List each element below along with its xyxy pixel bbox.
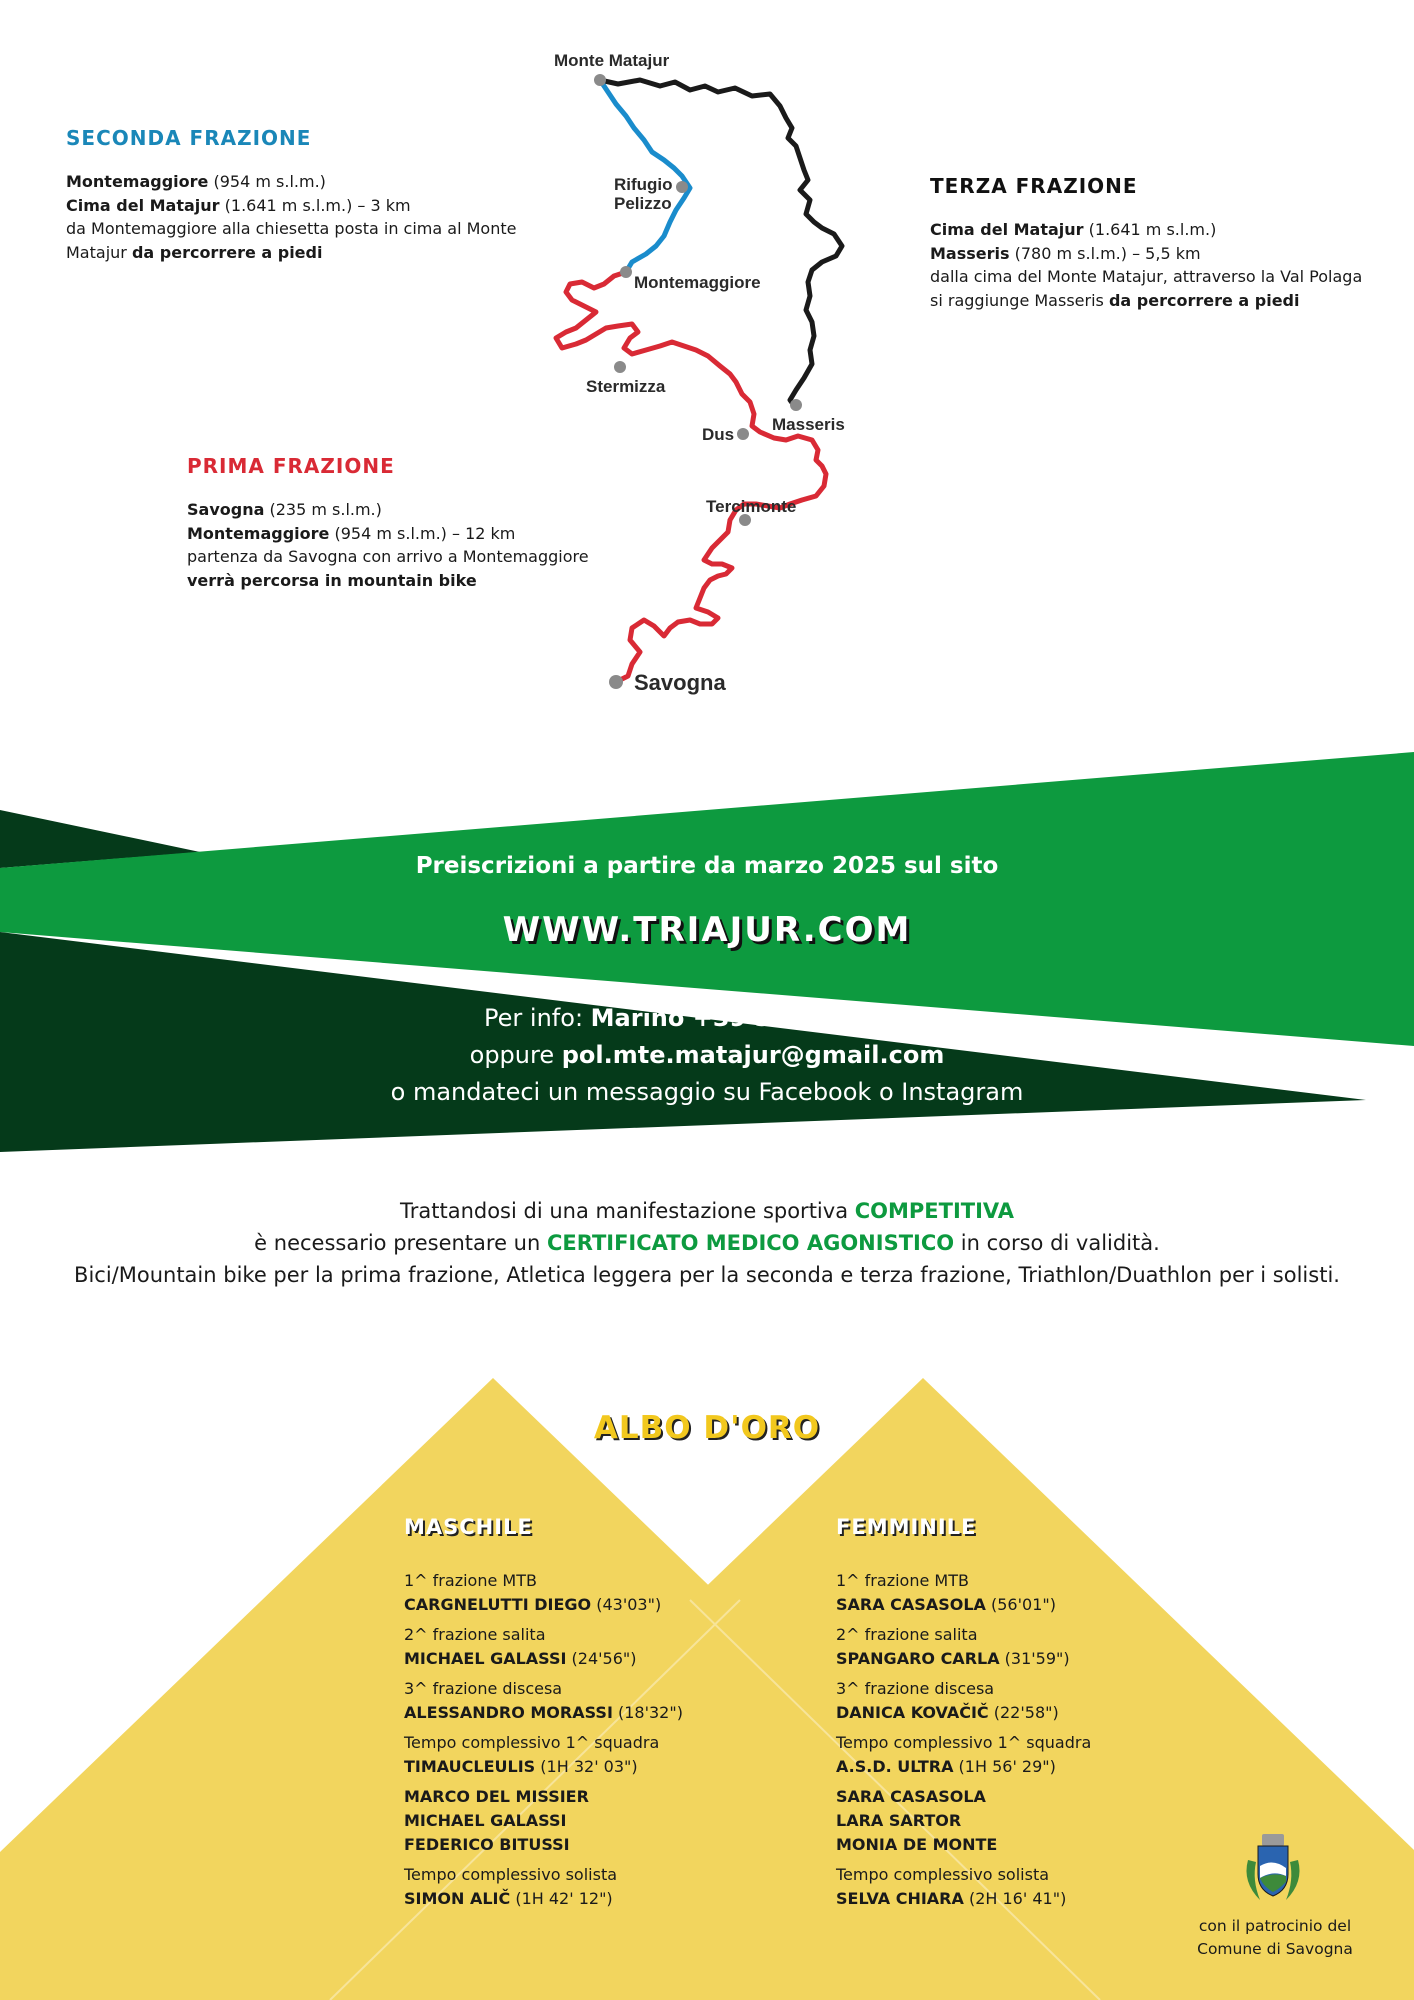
winner-name: ALESSANDRO MORASSI [404, 1703, 613, 1722]
preiscrizioni-text: Preiscrizioni a partire da marzo 2025 sul sito [415, 853, 999, 879]
team-members [836, 1785, 1156, 1857]
stage-seconda-title: SECONDA FRAZIONE [66, 126, 312, 150]
winner-name: SIMON ALIČ [404, 1889, 511, 1908]
start-point: Montemaggiore [66, 172, 209, 191]
team-member: MICHAEL GALASSI [404, 1811, 567, 1830]
result-label: 3^ frazione discesa [836, 1679, 995, 1698]
label-stermizza: Stermizza [586, 377, 666, 396]
albo-femminile [836, 1515, 1156, 1917]
coat-of-arms-icon [1238, 1830, 1308, 1910]
team-name: A.S.D. ULTRA [836, 1757, 954, 1776]
label-rifugio-line2: Pelizzo [614, 194, 672, 213]
winner-name: SELVA CHIARA [836, 1889, 964, 1908]
stage-description-end: Matajur [66, 242, 132, 262]
team-member: LARA SARTOR [836, 1811, 962, 1830]
result-f3 [836, 1677, 1156, 1725]
cert-medico: CERTIFICATO MEDICO AGONISTICO [546, 1231, 955, 1255]
label-rifugio-line1: Rifugio [614, 175, 673, 194]
result-solo [404, 1863, 724, 1911]
patronage-line1: con il patrocinio del [1198, 1917, 1352, 1935]
result-team [836, 1731, 1156, 1779]
winner-name: SARA CASASOLA [836, 1595, 986, 1614]
website-link[interactable]: WWW.TRIAJUR.COM [502, 910, 912, 950]
result-label: Tempo complessivo solista [836, 1865, 1050, 1884]
point-savogna [609, 675, 623, 689]
winner-time: (18'32") [612, 1703, 683, 1722]
result-label: 3^ frazione discesa [404, 1679, 563, 1698]
stage-terza [930, 174, 1400, 312]
result-label: 2^ frazione salita [404, 1625, 546, 1644]
start-point: Cima del Matajur [930, 220, 1084, 239]
winner-time: (31'59") [999, 1649, 1070, 1668]
stage-seconda-details [66, 170, 546, 264]
end-point: Masseris [930, 243, 1010, 263]
stage-prima-title: PRIMA FRAZIONE [187, 454, 395, 478]
patronage-text [1150, 1915, 1400, 1961]
winner-time: (22'58") [988, 1703, 1059, 1722]
point-monte-matajur [594, 74, 606, 86]
label-dus: Dus [702, 425, 735, 444]
stage-description: partenza da Savogna con arrivo a Montemaggiore [187, 547, 589, 566]
result-f1 [404, 1569, 724, 1617]
route-map [540, 40, 860, 710]
cert-line3: Bici/Mountain bike per la prima frazione, Atletica leggera per la seconda e terza frazione, Triathlon/Duathlon per i solisti. [74, 1263, 1340, 1287]
label-savogna: Savogna [634, 670, 726, 695]
label-monte-matajur: Monte Matajur [554, 51, 670, 70]
start-altitude: (1.641 m s.l.m.) [1083, 220, 1217, 239]
label-tercimonte: Tercimonte [706, 497, 797, 516]
result-f3 [404, 1677, 724, 1725]
info-email [0, 1041, 1414, 1069]
result-label: 1^ frazione MTB [404, 1571, 537, 1590]
oppure-prefix: oppure [469, 1041, 562, 1069]
stage-mode: da percorrere a piedi [1108, 290, 1300, 310]
label-montemaggiore: Montemaggiore [634, 273, 761, 292]
start-altitude: (954 m s.l.m.) [208, 172, 326, 191]
point-masseris [790, 399, 802, 411]
end-point: Cima del Matajur [66, 195, 220, 215]
winner-name: DANICA KOVAČIČ [836, 1703, 989, 1722]
result-f1 [836, 1569, 1156, 1617]
end-altitude-distance: (1.641 m s.l.m.) – 3 km [219, 195, 411, 215]
patronage-line2: Comune di Savogna [1197, 1940, 1353, 1958]
team-member: MONIA DE MONTE [836, 1835, 998, 1854]
route-prima-frazione [556, 272, 826, 682]
albo-maschile [404, 1515, 724, 1917]
point-dus [737, 428, 749, 440]
winner-time: (2H 16' 41") [963, 1889, 1067, 1908]
start-altitude: (235 m s.l.m.) [264, 500, 382, 519]
result-team [404, 1731, 724, 1779]
team-time: (1H 56' 29") [953, 1757, 1056, 1776]
albo-title: ALBO D'ORO [593, 1410, 821, 1446]
winner-time: (56'01") [985, 1595, 1056, 1614]
result-label: 1^ frazione MTB [836, 1571, 969, 1590]
stage-terza-details [930, 218, 1400, 312]
stage-seconda [66, 126, 546, 264]
end-point: Montemaggiore [187, 523, 330, 543]
phone-contact[interactable]: Marino +39 338 5877265 [590, 1004, 930, 1032]
cert-line2: è necessario presentare un [254, 1231, 547, 1255]
result-label: Tempo complessivo solista [404, 1865, 618, 1884]
cert-line1: Trattandosi di una manifestazione sportiva [399, 1199, 855, 1223]
info-phone [0, 1004, 1414, 1032]
maschile-title: MASCHILE [404, 1515, 533, 1539]
winner-name: MICHAEL GALASSI [404, 1649, 567, 1668]
label-masseris: Masseris [772, 415, 845, 434]
certificate-notice [0, 1195, 1414, 1291]
result-label: 2^ frazione salita [836, 1625, 978, 1644]
cert-line2-end: in corso di validità. [954, 1231, 1160, 1255]
winner-name: CARGNELUTTI DIEGO [404, 1595, 592, 1614]
end-altitude-distance: (780 m s.l.m.) – 5,5 km [1009, 243, 1201, 263]
femminile-title: FEMMINILE [836, 1515, 977, 1539]
email-link[interactable]: pol.mte.matajur@gmail.com [561, 1041, 945, 1069]
team-members [404, 1785, 724, 1857]
team-name: TIMAUCLEULIS [404, 1757, 536, 1776]
winner-name: SPANGARO CARLA [836, 1649, 1000, 1668]
stage-description: dalla cima del Monte Matajur, attraverso la Val Polaga [930, 267, 1363, 286]
point-stermizza [614, 361, 626, 373]
team-member: FEDERICO BITUSSI [404, 1835, 570, 1854]
team-member: MARCO DEL MISSIER [404, 1787, 589, 1806]
stage-mode: verrà percorsa in mountain bike [187, 570, 477, 590]
winner-time: (24'56") [566, 1649, 637, 1668]
result-label: Tempo complessivo 1^ squadra [836, 1733, 1092, 1752]
team-member: SARA CASASOLA [836, 1787, 986, 1806]
stage-description-end: si raggiunge Masseris [930, 290, 1109, 310]
result-f2 [404, 1623, 724, 1671]
team-time: (1H 32' 03") [535, 1757, 638, 1776]
info-prefix: Per info: [484, 1004, 591, 1032]
stage-description: da Montemaggiore alla chiesetta posta in cima al Monte [66, 219, 517, 238]
winner-time: (43'03") [591, 1595, 662, 1614]
start-point: Savogna [187, 500, 265, 519]
end-altitude-distance: (954 m s.l.m.) – 12 km [329, 523, 516, 543]
stage-mode: da percorrere a piedi [131, 242, 323, 262]
cert-competitiva: COMPETITIVA [854, 1199, 1015, 1223]
result-solo [836, 1863, 1156, 1911]
point-montemaggiore [620, 266, 632, 278]
result-label: Tempo complessivo 1^ squadra [404, 1733, 660, 1752]
winner-time: (1H 42' 12") [510, 1889, 613, 1908]
social-text: o mandateci un messaggio su Facebook o Instagram [390, 1078, 1024, 1106]
stage-terza-title: TERZA FRAZIONE [930, 174, 1138, 198]
result-f2 [836, 1623, 1156, 1671]
point-rifugio-pelizzo [676, 181, 688, 193]
